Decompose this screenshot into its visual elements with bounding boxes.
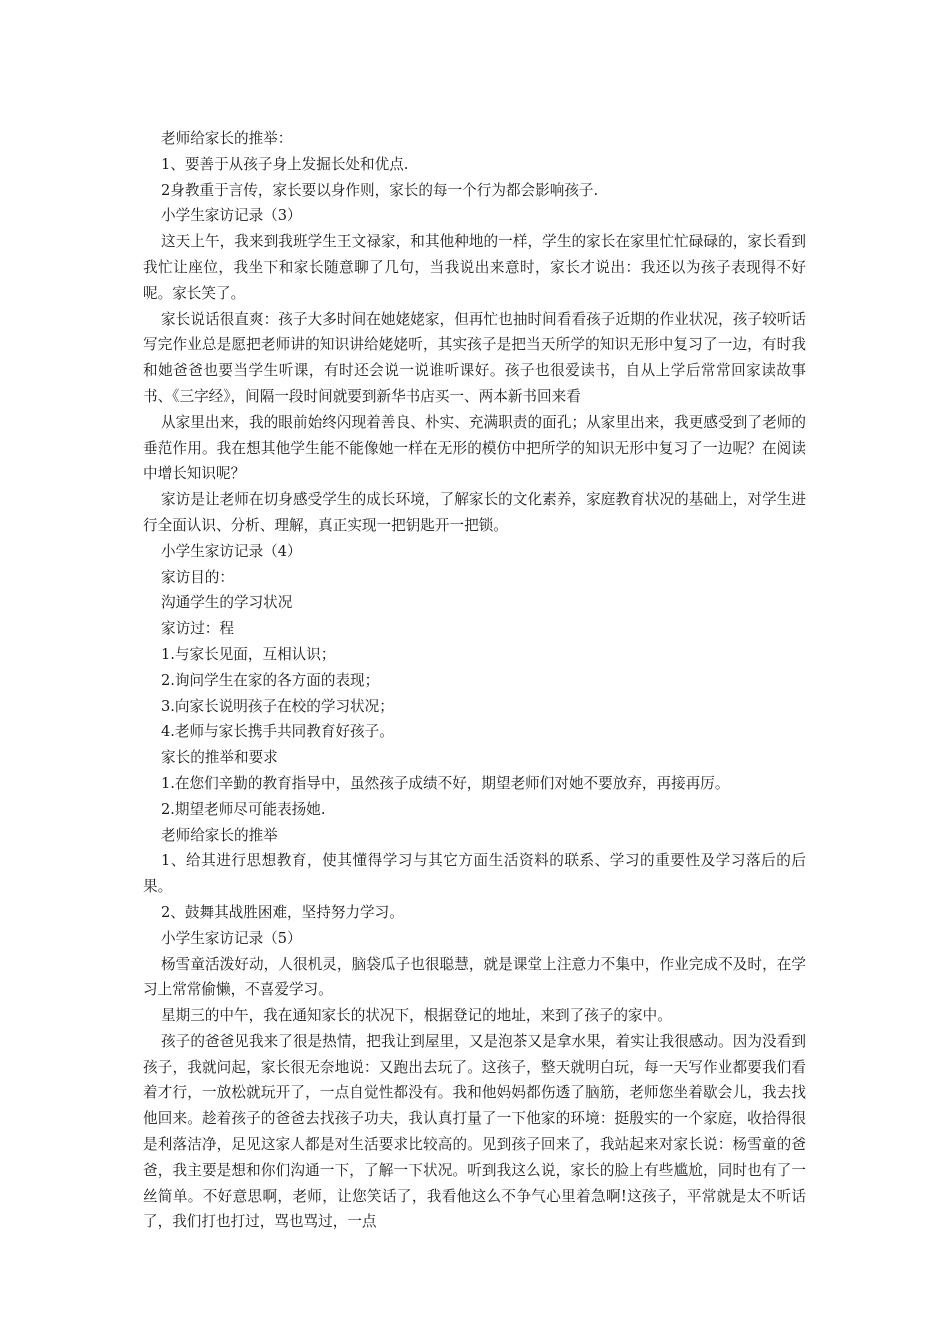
paragraph: 家访是让老师在切身感受学生的成长环境，了解家长的文化素养，家庭教育状况的基础上，对学生进行全面认识、分析、理解，真正实现一把钥匙开一把锁。: [143, 491, 806, 534]
list-item: 2.期望老师尽可能表扬她.: [161, 800, 326, 818]
list-item: 2、鼓舞其战胜困难，坚持努力学习。: [161, 903, 404, 921]
paragraph: 孩子的爸爸见我来了很是热情，把我让到屋里，又是泡茶又是拿水果，着实让我很感动。因为没看到孩子，我就问起，家长很无奈地说：又跑出去玩了。这孩子，整天就明白玩，每一天写作业都要我们看着才行，一放松就玩开了，一点自觉性都没有。我和他妈妈都伤透了脑筋，老师您坐着歇会儿，我去找他回来。趁着孩子的爸爸去找孩子功夫，我认真打量了一下他家的环境：挺殷实的一个家庭，收拾得很是利落洁净，足见这家人都是对生活要求比较高的。见到孩子回来了，我站起来对家长说：杨雪童的爸爸，我主要是想和你们沟通一下，了解一下状况。听到我这么说，家长的脸上有些尴尬，同时也有了一丝简单。不好意思啊，老师，让您笑话了，我看他这么不争气心里着急啊!这孩子，平常就是太不听话了，我们打也打过，骂也骂过，一点: [143, 1032, 806, 1231]
paragraph: 老师给家长的推举：: [161, 130, 293, 147]
paragraph: 家访目的：: [161, 568, 234, 586]
paragraph: 杨雪童活泼好动，人很机灵，脑袋瓜子也很聪慧，就是课堂上注意力不集中，作业完成不及时，在学习上常常偷懒，不喜爱学习。: [143, 955, 806, 999]
section-heading: 小学生家访记录（4）: [161, 542, 302, 560]
paragraph: 从家里出来，我的眼前始终闪现着善良、朴实、充满职责的面孔；从家里出来，我更感受到了老师的垂范作用。我在想其他学生能不能像她一样在无形的模仿中把所学的知识无形中复习了一边呢？在阅读中增长知识呢？: [143, 413, 806, 483]
section-heading: 小学生家访记录（3）: [161, 207, 302, 225]
paragraph: 这天上午，我来到我班学生王文禄家，和其他种地的一样，学生的家长在家里忙忙碌碌的，家长看到我忙让座位，我坐下和家长随意聊了几句，当我说出来意时，家长才说出：我还以为孩子表现得不好呢。家长笑了。: [143, 233, 806, 302]
paragraph: 沟通学生的学习状况: [161, 594, 293, 612]
paragraph: 老师给家长的推举: [161, 826, 278, 844]
list-item: 3.向家长说明孩子在校的学习状况；: [161, 697, 394, 715]
list-item: 4.老师与家长携手共同教育好孩子。: [161, 723, 394, 741]
paragraph: 家访过：程: [161, 620, 234, 638]
list-item: 2.询问学生在家的各方面的表现；: [161, 671, 380, 689]
list-item: 1、给其进行思想教育，使其懂得学习与其它方面生活资料的联系、学习的重要性及学习落后的后果。: [143, 852, 806, 896]
list-item: 1.与家长见面，互相认识；: [161, 645, 336, 663]
document-body: [143, 126, 806, 1235]
paragraph: 家长说话很直爽：孩子大多时间在她姥姥家，但再忙也抽时间看看孩子近期的作业状况，孩子较听话写完作业总是愿把老师讲的知识讲给姥姥听，其实孩子是把当天所学的知识无形中复习了一边，有时我和她爸爸也要当学生听课，有时还会说一说谁听课好。孩子也很爱读书，自从上学后常常回家读故事书、《三字经》，间隔一段时间就要到新华书店买一、两本新书回来看: [143, 310, 806, 405]
paragraph: 1、要善于从孩子身上发掘长处和优点.: [161, 155, 409, 173]
section-heading: 小学生家访记录（5）: [161, 929, 302, 947]
paragraph: 家长的推举和要求: [161, 749, 278, 767]
list-item: 1.在您们辛勤的教育指导中，虽然孩子成绩不好，期望老师们对她不要放弃，再接再厉。: [161, 774, 730, 792]
paragraph: 2身教重于言传，家长要以身作则，家长的每一个行为都会影响孩子.: [161, 181, 599, 199]
paragraph: 星期三的中午，我在通知家长的状况下，根据登记的地址，来到了孩子的家中。: [161, 1007, 672, 1025]
